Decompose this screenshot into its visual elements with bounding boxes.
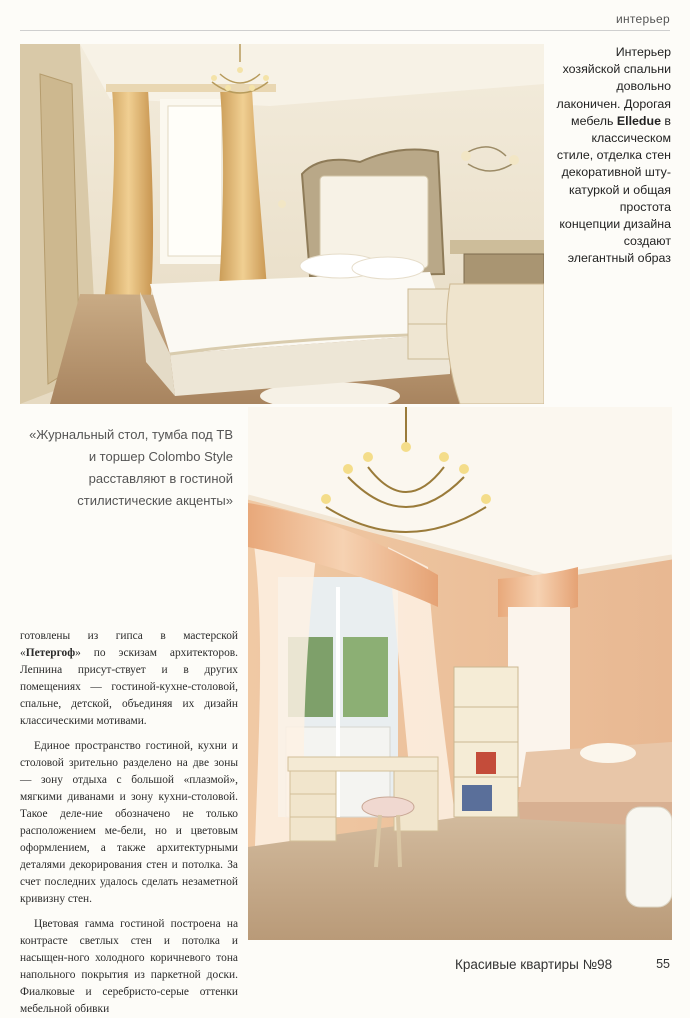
body-paragraph-3: Цветовая гамма гостиной построена на контрасте светлых стен и потолка и насыщен-ного холодного коричневого тона напольного покрытия из паркетной доски. Фиалковые и серебристо-серые оттенки мебельной обивки: [20, 918, 238, 1015]
paragraph-text: готовлены из гипса в мастерской «: [20, 630, 238, 659]
section-label: интерьер: [615, 12, 670, 26]
body-paragraph-2: Единое пространство гостиной, кухни и столовой зрительно разделено на две зоны — зону отдыха с большой «плазмой», мягкими диванами и зону кухни-столовой. Такое деле-ние обозначено не только расположением ме-бели, но и цветовым оформлением, а также архитектурными деталями декорирования стен и потолка. За счет последних удалось сделать незаметной кривизну стен.: [20, 740, 238, 905]
caption-text-end: в классическом стиле, отделка стен декоративной шту-катуркой и общая простота концепции дизайна создают элегантный образ: [556, 113, 671, 266]
kids-room-photo: [248, 407, 672, 940]
workshop-brand: Петергоф: [25, 647, 76, 659]
header-rule: [20, 30, 670, 31]
body-paragraph-1: [20, 628, 238, 730]
caption-brand: Elledue: [616, 113, 661, 128]
bedroom-caption: [556, 44, 671, 268]
caption-text-start: Интерьер хозяйской спальни довольно лаконичен. Дорогая мебель: [556, 45, 671, 128]
paragraph-text: » по эскизам архитекторов. Лепнина присут-ствует и в других помещениях — гостиной-кухне-столовой, спальне, детской, объединяя их дизайн классическими мотивами.: [20, 647, 238, 727]
magazine-title: Красивые квартиры №98: [455, 957, 613, 972]
article-body: [20, 628, 238, 1018]
bedroom-photo: [20, 44, 544, 404]
pull-quote: «Журнальный стол, тумба под ТВ и торшер Colombo Style расставляют в гостиной стилистические акценты»: [29, 427, 233, 508]
page-number: 55: [656, 957, 670, 971]
